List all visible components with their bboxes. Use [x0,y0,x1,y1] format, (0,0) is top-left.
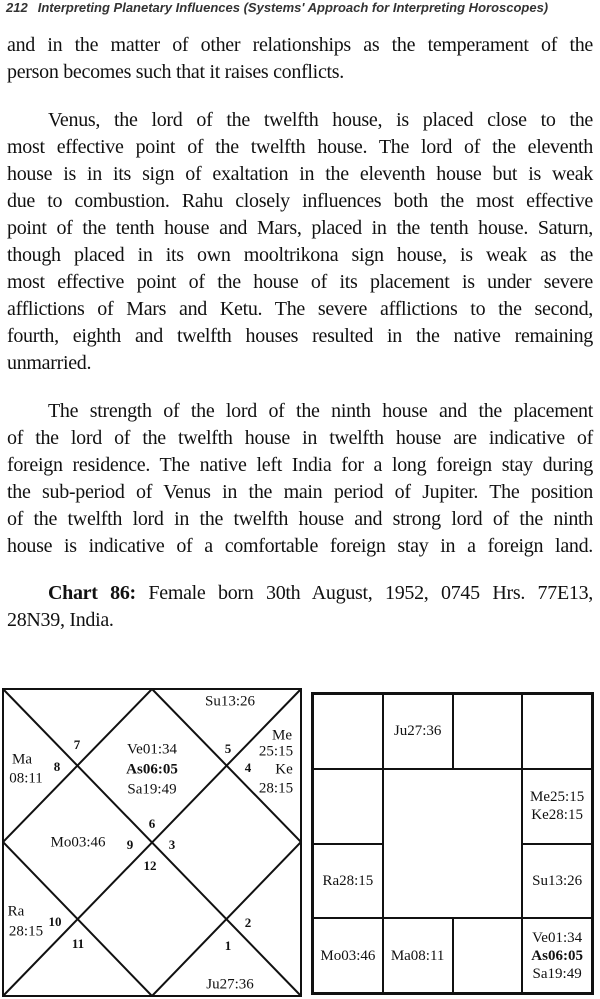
planet-su: Su13:26 [532,872,583,889]
chart-cell [313,844,383,919]
text-line: house is indicative of a comfortable foreign stay in a foreign land. [7,535,593,557]
running-header [6,0,596,20]
house-number: 2 [244,915,252,930]
house-number: 11 [71,936,85,951]
header-title: Interpreting Planetary Influences (Systems' Approach for Interpreting Horoscopes) [37,0,549,15]
planet-ve: Ve01:34 [127,741,177,758]
chart-cell [383,918,453,993]
text-line: person becomes such that it raises conflicts. [7,61,344,83]
planet-ma: Ma [12,751,32,768]
text-line: point of the tenth house and Mars, placed in the tenth house. Saturn, [7,217,593,239]
chart-cell [313,918,383,993]
text-line: and in the matter of other relationships as the temperament of the [7,34,593,56]
house-number: 5 [224,741,232,756]
chart-cell [313,769,383,844]
text-line: most effective point of the twelfth house. The lord of the eleventh [7,136,593,158]
planet-ra: Ra28:15 [322,872,374,889]
house-number: 12 [143,858,157,873]
chart-lines [2,688,302,997]
chart-cell [522,844,592,919]
text-line: of the lord of the twelfth house in twelfth house are indicative of [7,427,593,449]
planet-ra: Ra [7,903,25,920]
planet-ma-degree: 08:11 [9,770,43,787]
planet-sa: Sa19:49 [127,781,177,798]
text-line: fourth, eighth and twelfth houses resulted in the native remaining [7,325,593,347]
text-line: unmarried. [7,352,92,374]
text-line: The strength of the lord of the ninth house and the placement [48,400,593,422]
house-number: 1 [224,938,232,953]
chart-cell [383,694,453,769]
text-line: most effective point of the house of its placement is under severe [7,271,593,293]
text-line: Venus, the lord of the twelfth house, is placed close to the [48,109,593,131]
chart-cell [453,694,523,769]
house-number: 7 [73,737,81,752]
planet-me-degree: 25:15 [258,743,294,760]
chart-cell [522,694,592,769]
ascendant: As06:05 [126,761,178,778]
text-line: foreign residence. The native left India for a long foreign stay during [7,454,593,476]
house-number: 6 [148,816,156,831]
south-indian-chart [311,692,594,995]
planet-ke-degree: 28:15 [258,780,294,797]
planet-me: Me25:15 [530,789,585,806]
page-number: 212 [6,0,28,15]
planet-ra-degree: 28:15 [8,923,44,940]
ascendant: As06:05 [531,947,583,964]
text-line: house is in its sign of exaltation in the eleventh house but is weak [7,163,593,185]
planet-me: Me [272,727,292,744]
planet-ve: Ve01:34 [532,929,583,946]
caption-line-2: 28N39, India. [7,609,114,631]
planet-ju: Ju27:36 [393,723,442,740]
planet-sa: Sa19:49 [532,965,582,982]
planet-mo: Mo03:46 [50,834,106,851]
house-number: 10 [48,914,62,929]
planet-ke: Ke28:15 [531,807,583,824]
chart-center [383,769,523,919]
text-line: though placed in its own mooltrikona sign house, is weak as the [7,244,593,266]
caption-text: Female born 30th August, 1952, 0745 Hrs. 77E13, [148,582,593,604]
chart-cell [313,694,383,769]
planet-ju: Ju27:36 [206,976,254,993]
planet-ke: Ke [275,761,293,778]
text-line: the sub-period of Venus in the main period of Jupiter. The position [7,481,593,503]
planet-mo: Mo03:46 [320,947,376,964]
text-line: afflictions of Mars and Ketu. The severe afflictions to the second, [7,298,593,320]
chart-label: Chart 86: [48,582,136,604]
north-indian-chart [2,688,302,997]
house-number: 9 [126,837,134,852]
chart-caption [48,581,593,605]
house-number: 3 [168,837,176,852]
text-line: of the twelfth lord in the twelfth house and strong lord of the ninth [7,508,593,530]
house-number: 8 [53,759,61,774]
text-line: due to combustion. Rahu closely influences both the most effective [7,190,593,212]
planet-ma: Ma08:11 [390,947,445,964]
chart-cell [453,918,523,993]
planet-su: Su13:26 [204,693,256,710]
chart-cell [522,918,592,993]
chart-cell [522,769,592,844]
house-number: 4 [244,760,252,775]
